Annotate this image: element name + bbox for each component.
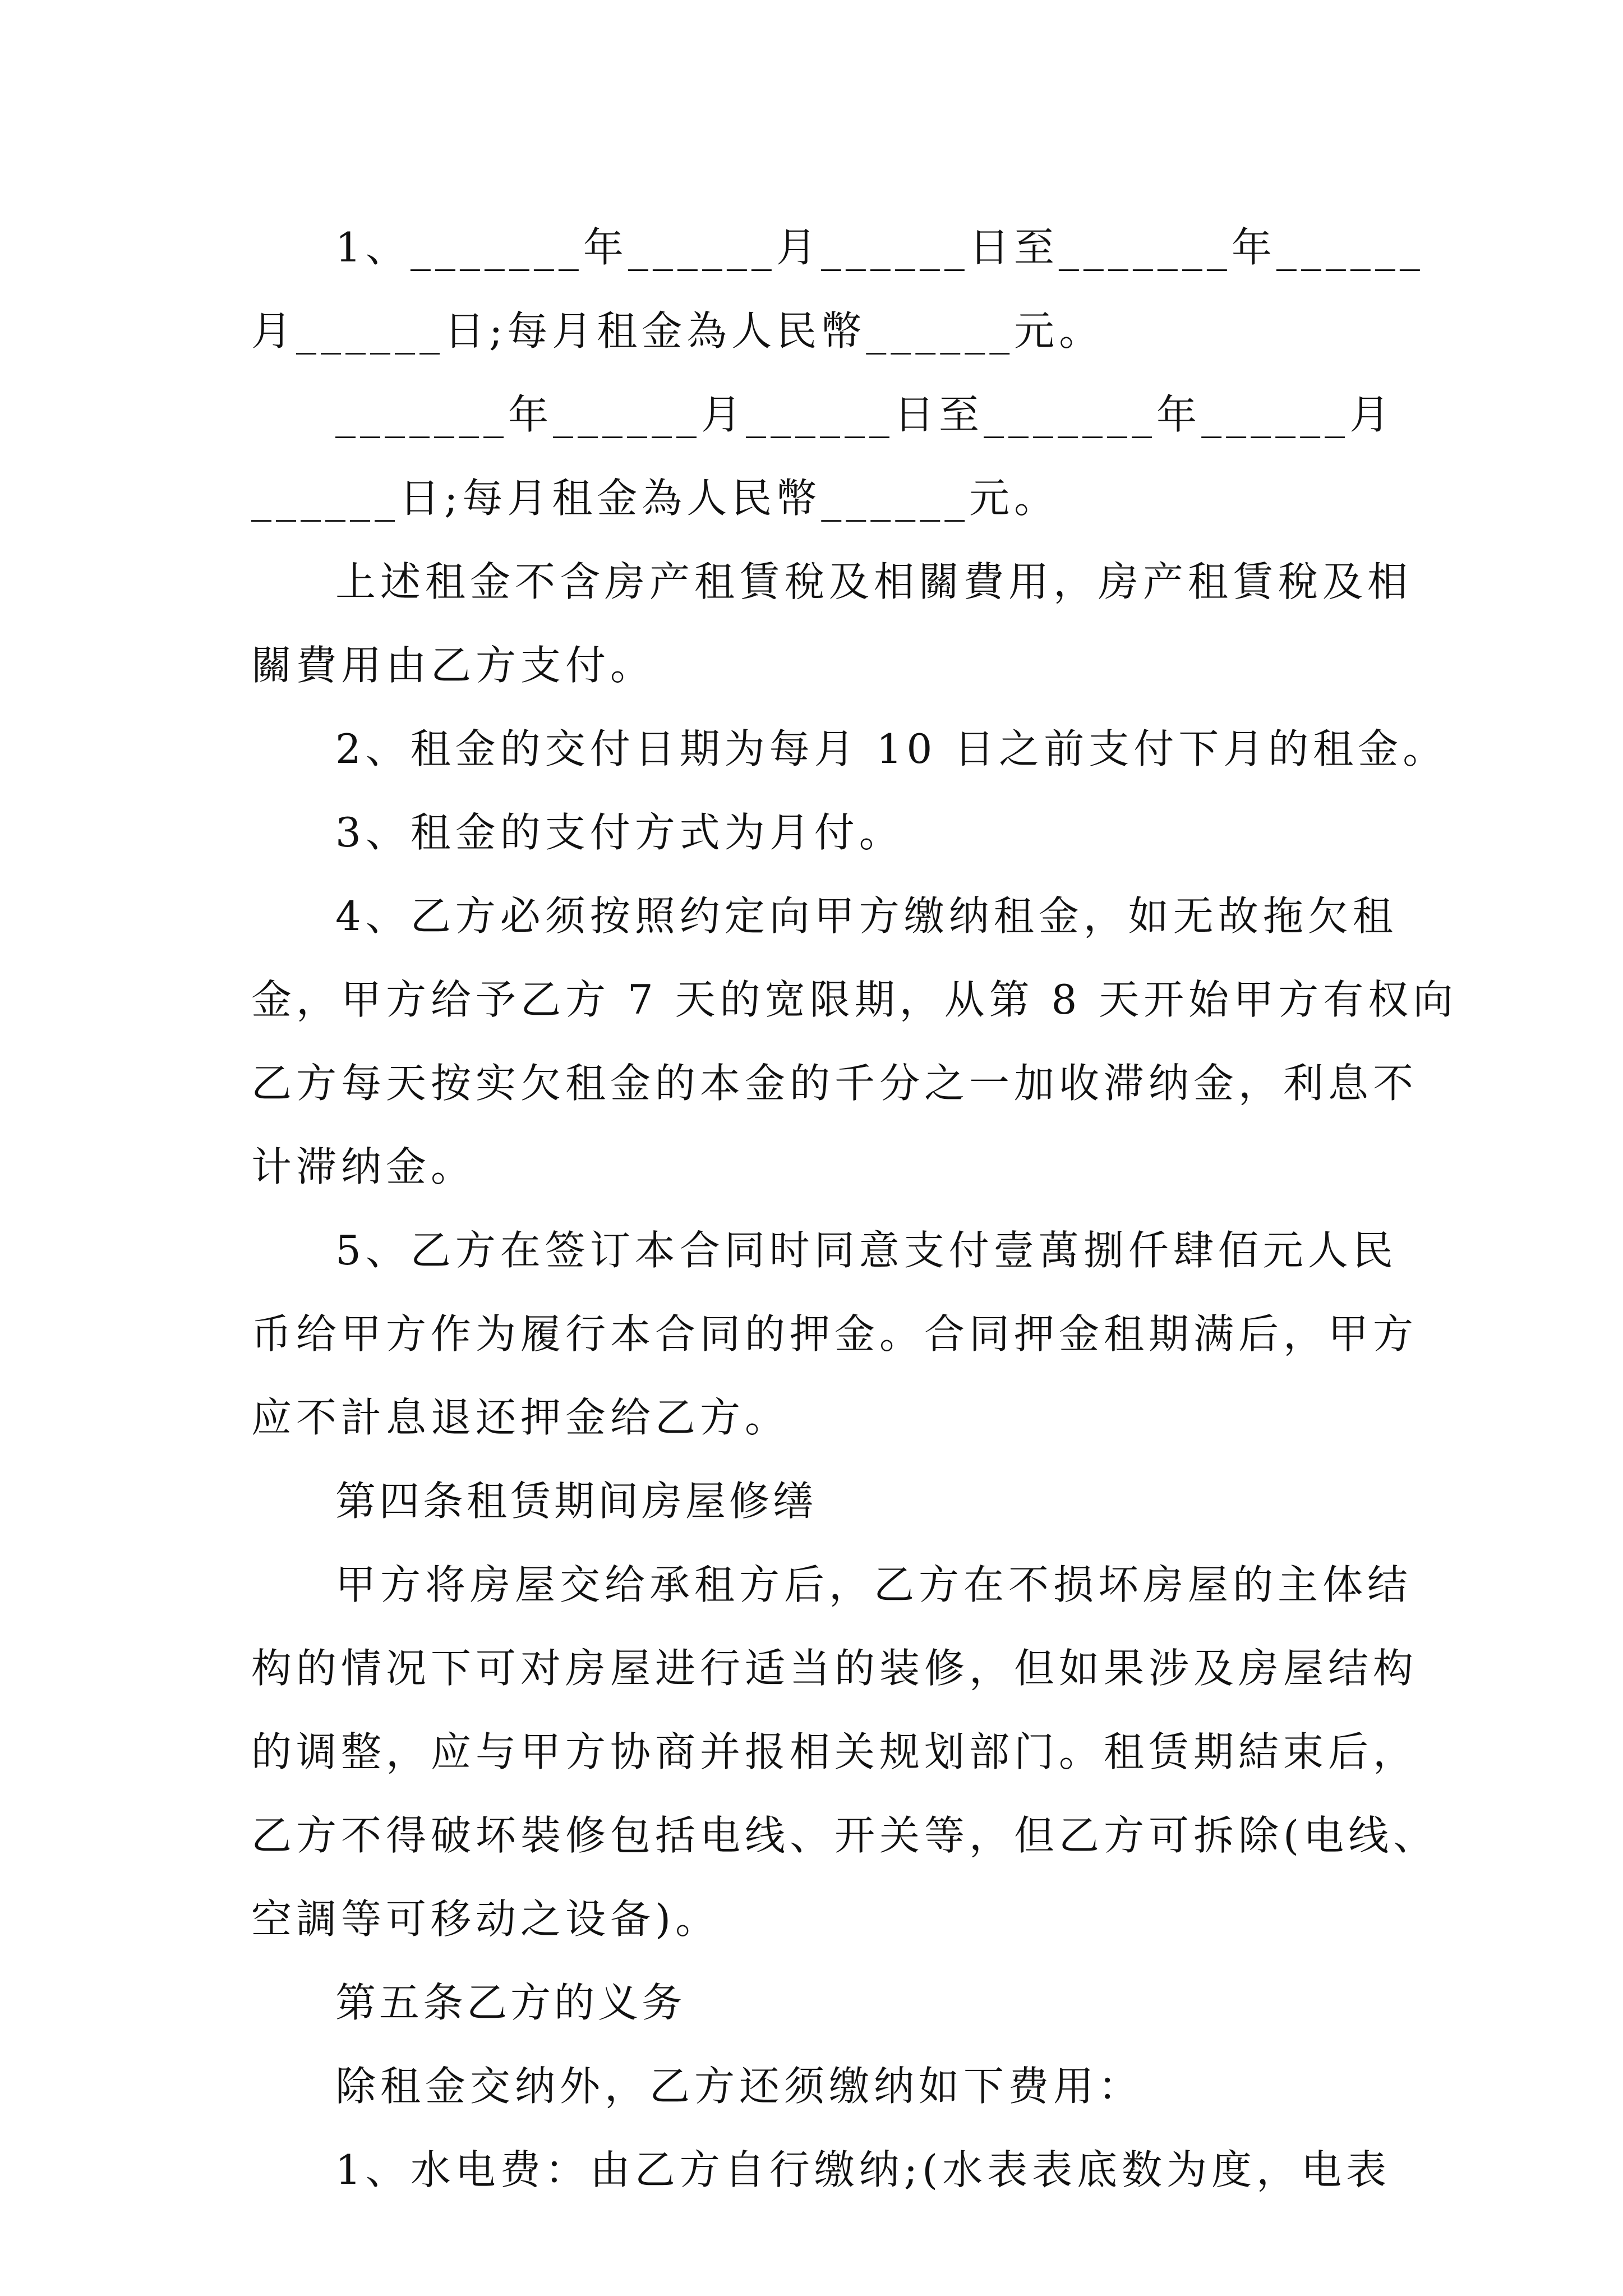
year-blank: _______年 bbox=[335, 391, 554, 438]
document-page bbox=[251, 210, 1458, 2216]
section-heading: 第四条租赁期间房屋修缮 bbox=[335, 1478, 817, 1525]
paragraph-line: 1、水电费：由乙方自行缴纳;(水表表底数为度，电表 bbox=[335, 2146, 1391, 2193]
paragraph-line: 币给甲方作为履行本合同的押金。合同押金租期满后，甲方 bbox=[251, 1310, 1418, 1358]
paragraph-line: 乙方每天按实欠租金的本金的千分之一加收滞纳金，利息不 bbox=[251, 1060, 1418, 1107]
year-blank: _______年 bbox=[410, 224, 628, 271]
paragraph-line: 乙方不得破坏裝修包括电线、开关等，但乙方可拆除(电线、 bbox=[251, 1812, 1438, 1859]
paragraph-line: 甲方将房屋交给承租方后，乙方在不损坏房屋的主体结 bbox=[335, 1561, 1413, 1608]
section-heading: 第五条乙方的义务 bbox=[335, 1979, 686, 2026]
month-blank: ______月 bbox=[1201, 391, 1395, 438]
paragraph-line: 的调整，应与甲方协商并报相关规划部门。租赁期結束后， bbox=[251, 1728, 1418, 1775]
rent-period-line-2: 月______日;每月租金為人民幣______元。 bbox=[251, 307, 1104, 355]
paragraph-line: 除租金交纳外，乙方还须缴纳如下费用： bbox=[335, 2063, 1144, 2110]
year-blank: _______年 bbox=[984, 391, 1202, 438]
month-blank: ______月 bbox=[628, 224, 821, 271]
month-blank: ______月 bbox=[553, 391, 746, 438]
paragraph-line: 2、租金的交付日期为每月 10 日之前支付下月的租金。 bbox=[335, 725, 1448, 772]
paragraph-line: 關費用由乙方支付。 bbox=[251, 642, 656, 689]
paragraph-line: 构的情况下可对房屋进行适当的装修，但如果涉及房屋结构 bbox=[251, 1645, 1418, 1692]
paragraph-line: 4、乙方必须按照约定向甲方缴纳租金，如无故拖欠租 bbox=[335, 892, 1398, 940]
year-blank: _______年 bbox=[1058, 224, 1276, 271]
text-segment: 1、 bbox=[335, 224, 411, 271]
paragraph-line: 3、租金的支付方式为月付。 bbox=[335, 809, 904, 856]
day-blank: ______日至 bbox=[746, 391, 984, 438]
day-blank: ______日至 bbox=[820, 224, 1059, 271]
rent-period-line-4: ______日;每月租金為人民幣______元。 bbox=[251, 475, 1059, 522]
rent-period-line-1 bbox=[251, 210, 1424, 294]
paragraph-line: 上述租金不含房产租賃稅及相關費用，房产租賃稅及相 bbox=[335, 558, 1413, 605]
paragraph-line: 空調等可移动之设备)。 bbox=[251, 1895, 721, 1943]
paragraph-line: 计滞纳金。 bbox=[251, 1143, 476, 1190]
paragraph-line: 应不計息退还押金给乙方。 bbox=[251, 1394, 790, 1441]
paragraph-line: 5、乙方在签订本合同时同意支付壹萬捌仟肆佰元人民 bbox=[335, 1227, 1398, 1274]
rent-period-line-3 bbox=[251, 378, 1395, 461]
month-blank: ______ bbox=[1276, 224, 1424, 271]
paragraph-line: 金，甲方给予乙方 7 天的宽限期，从第 8 天开始甲方有权向 bbox=[251, 976, 1458, 1023]
